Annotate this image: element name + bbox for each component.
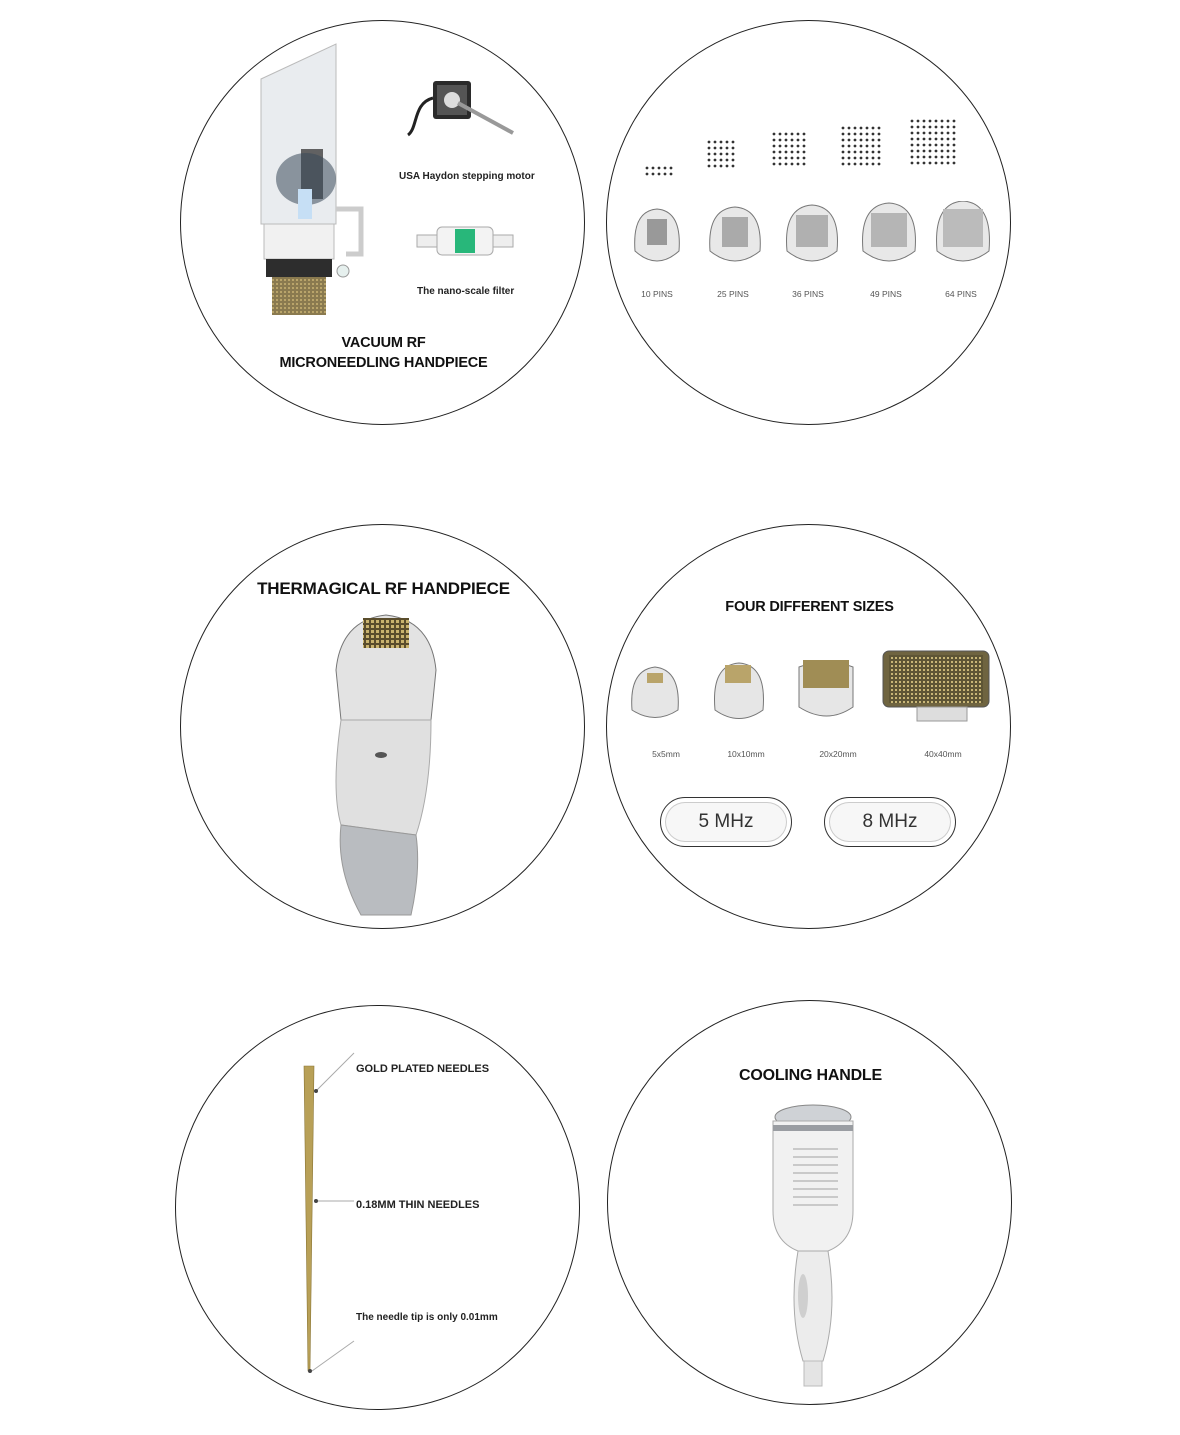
vacuum-title-line2: MICRONEEDLING HANDPIECE — [279, 355, 488, 371]
pin-dot — [878, 127, 881, 130]
pin-dot — [935, 120, 938, 123]
pin-dot — [791, 133, 794, 136]
pin-dot — [860, 151, 863, 154]
pin-dot — [866, 151, 869, 154]
pin-dot — [785, 157, 788, 160]
pin-dot — [911, 132, 914, 135]
pin-dot — [911, 138, 914, 141]
pin-dot — [842, 139, 845, 142]
pin-dot — [878, 151, 881, 154]
pin-dot — [773, 139, 776, 142]
frequency-badge-8mhz: 8 MHz — [824, 797, 956, 847]
pin-dot — [842, 133, 845, 136]
pin-dot — [785, 145, 788, 148]
pin-dot — [941, 150, 944, 153]
pin-dot — [947, 126, 950, 129]
pin-dot — [773, 133, 776, 136]
pin-dot — [929, 132, 932, 135]
pin-dot — [714, 153, 717, 156]
pin-dot — [947, 150, 950, 153]
pin-dot — [917, 150, 920, 153]
pin-dot — [923, 138, 926, 141]
pin-dot — [803, 145, 806, 148]
pin-dot — [708, 153, 711, 156]
motor-label: USA Haydon stepping motor — [399, 171, 535, 182]
pin-dot — [923, 126, 926, 129]
pin-dot — [854, 127, 857, 130]
pin-dot — [842, 151, 845, 154]
pin-dot — [866, 163, 869, 166]
pin-dot — [935, 144, 938, 147]
pin-dot — [842, 145, 845, 148]
pin-dot — [872, 145, 875, 148]
pin-dot — [773, 145, 776, 148]
pin-dot — [670, 173, 673, 176]
pin-dot — [911, 120, 914, 123]
pin-dot — [917, 138, 920, 141]
pin-dot — [872, 157, 875, 160]
thermagical-panel — [180, 524, 585, 929]
pin-dot — [797, 139, 800, 142]
pin-dot — [935, 162, 938, 165]
pin-dot — [720, 141, 723, 144]
pin-dot — [803, 157, 806, 160]
pin-dot — [791, 163, 794, 166]
pin-dot — [860, 157, 863, 160]
pin-dot — [917, 126, 920, 129]
pin-dot — [872, 163, 875, 166]
needles-panel — [175, 1005, 580, 1410]
gold-needle-illustration — [294, 1041, 364, 1381]
pin-dot — [860, 133, 863, 136]
frequency-badge-5mhz: 5 MHz — [660, 797, 792, 847]
pin-tips-illustration — [607, 201, 1011, 276]
pin-label-49: 49 PINS — [870, 289, 902, 299]
pin-dot — [791, 151, 794, 154]
pin-dot — [911, 156, 914, 159]
pin-dot — [923, 144, 926, 147]
pin-dot — [929, 126, 932, 129]
pin-dot — [935, 138, 938, 141]
pin-dot — [947, 156, 950, 159]
pin-dot — [652, 167, 655, 170]
pin-dot — [929, 156, 932, 159]
pin-dot — [779, 151, 782, 154]
pin-dot — [917, 144, 920, 147]
pin-dot — [714, 147, 717, 150]
pin-dot — [860, 127, 863, 130]
pin-dot — [953, 138, 956, 141]
pin-dot — [872, 151, 875, 154]
pin-dot — [953, 156, 956, 159]
pin-dot — [664, 167, 667, 170]
pin-dot — [860, 139, 863, 142]
pin-dot — [854, 145, 857, 148]
pin-dot — [726, 153, 729, 156]
pin-dot — [797, 133, 800, 136]
pin-dot — [935, 150, 938, 153]
pin-dot — [923, 150, 926, 153]
pin-dot — [732, 141, 735, 144]
pin-dot — [785, 163, 788, 166]
pin-dot — [720, 153, 723, 156]
pin-dot — [923, 156, 926, 159]
pin-label-10: 10 PINS — [641, 289, 673, 299]
pin-dot — [953, 144, 956, 147]
pin-dot — [773, 151, 776, 154]
pin-dot — [941, 144, 944, 147]
pin-dot — [842, 127, 845, 130]
pin-dot — [866, 133, 869, 136]
pin-dot — [797, 151, 800, 154]
pin-dot — [878, 145, 881, 148]
pin-dot — [720, 147, 723, 150]
pin-dot — [947, 144, 950, 147]
pin-dot — [872, 133, 875, 136]
pin-dot — [726, 147, 729, 150]
pin-dot — [779, 139, 782, 142]
pin-dot — [732, 153, 735, 156]
pin-dot — [773, 157, 776, 160]
pin-dot — [791, 157, 794, 160]
pin-dot-grids — [607, 116, 1011, 186]
pin-dot — [791, 145, 794, 148]
size-label-5: 5x5mm — [652, 749, 680, 759]
pin-dot — [803, 151, 806, 154]
pin-dot — [842, 157, 845, 160]
pin-dot — [860, 145, 863, 148]
pin-dot — [708, 147, 711, 150]
pin-dot — [708, 141, 711, 144]
sizes-title: FOUR DIFFERENT SIZES — [725, 599, 894, 615]
pin-dot — [917, 132, 920, 135]
pin-dot — [848, 139, 851, 142]
cooling-title: COOLING HANDLE — [739, 1067, 882, 1084]
pin-dot — [854, 151, 857, 154]
pin-dot — [848, 127, 851, 130]
pin-dot — [935, 132, 938, 135]
pin-dot — [866, 127, 869, 130]
pin-dot — [935, 126, 938, 129]
pin-dot — [670, 167, 673, 170]
stepping-motor-illustration — [403, 73, 523, 148]
pin-dot — [785, 139, 788, 142]
pin-dot — [929, 138, 932, 141]
pin-dot — [779, 133, 782, 136]
pin-label-25: 25 PINS — [717, 289, 749, 299]
pin-dot — [953, 162, 956, 165]
pin-dot — [953, 126, 956, 129]
vacuum-rf-panel — [180, 20, 585, 425]
pin-configurations-panel — [606, 20, 1011, 425]
pin-dot — [941, 162, 944, 165]
pin-dot — [929, 120, 932, 123]
pin-dot — [911, 144, 914, 147]
pin-dot — [797, 163, 800, 166]
pin-dot — [923, 120, 926, 123]
pin-dot — [732, 165, 735, 168]
pin-dot — [848, 157, 851, 160]
pin-dot — [803, 133, 806, 136]
pin-dot — [941, 132, 944, 135]
pin-dot — [726, 165, 729, 168]
filter-label: The nano-scale filter — [417, 286, 515, 297]
pin-dot — [923, 132, 926, 135]
pin-dot — [848, 151, 851, 154]
pin-label-64: 64 PINS — [945, 289, 977, 299]
pin-dot — [785, 151, 788, 154]
nano-filter-illustration — [415, 221, 515, 261]
sizes-panel — [606, 524, 1011, 929]
pin-dot — [911, 126, 914, 129]
pin-dot — [953, 132, 956, 135]
pin-dot — [947, 132, 950, 135]
pin-dot — [720, 159, 723, 162]
pin-dot — [714, 141, 717, 144]
pin-dot — [773, 163, 776, 166]
pin-dot — [941, 138, 944, 141]
cooling-panel — [607, 1000, 1012, 1405]
pin-dot — [929, 144, 932, 147]
pin-dot — [848, 133, 851, 136]
pin-dot — [941, 120, 944, 123]
pin-dot — [720, 165, 723, 168]
pin-dot — [953, 150, 956, 153]
pin-dot — [803, 139, 806, 142]
pin-dot — [726, 159, 729, 162]
pin-dot — [878, 157, 881, 160]
needle-label-thin: 0.18MM THIN NEEDLES — [356, 1199, 480, 1211]
pin-dot — [917, 162, 920, 165]
pin-dot — [785, 133, 788, 136]
pin-dot — [917, 120, 920, 123]
pin-dot — [917, 156, 920, 159]
size-tips-illustration — [607, 645, 1011, 730]
pin-dot — [911, 162, 914, 165]
pin-dot — [658, 173, 661, 176]
pin-dot — [791, 139, 794, 142]
pin-dot — [797, 157, 800, 160]
pin-dot — [854, 139, 857, 142]
pin-dot — [947, 138, 950, 141]
size-label-40: 40x40mm — [924, 749, 962, 759]
pin-dot — [947, 162, 950, 165]
vacuum-handpiece-illustration — [236, 39, 376, 319]
pin-dot — [941, 126, 944, 129]
needle-label-tip: The needle tip is only 0.01mm — [356, 1312, 498, 1323]
pin-dot — [652, 173, 655, 176]
pin-dot — [779, 157, 782, 160]
pin-dot — [866, 145, 869, 148]
pin-dot — [708, 159, 711, 162]
pin-dot — [779, 163, 782, 166]
size-label-10: 10x10mm — [727, 749, 765, 759]
pin-dot — [714, 159, 717, 162]
pin-dot — [866, 157, 869, 160]
pin-dot — [854, 133, 857, 136]
pin-dot — [779, 145, 782, 148]
needle-label-gold: GOLD PLATED NEEDLES — [356, 1063, 490, 1075]
pin-dot — [726, 141, 729, 144]
pin-dot — [947, 120, 950, 123]
pin-dot — [923, 162, 926, 165]
pin-dot — [848, 163, 851, 166]
pin-dot — [658, 167, 661, 170]
thermagical-handpiece-illustration — [321, 610, 461, 929]
pin-dot — [797, 145, 800, 148]
pin-dot — [803, 163, 806, 166]
pin-dot — [911, 150, 914, 153]
pin-dot — [935, 156, 938, 159]
pin-dot — [860, 163, 863, 166]
pin-dot — [854, 163, 857, 166]
pin-dot — [878, 133, 881, 136]
pin-dot — [708, 165, 711, 168]
pin-dot — [929, 162, 932, 165]
pin-dot — [732, 147, 735, 150]
size-label-20: 20x20mm — [819, 749, 857, 759]
pin-dot — [878, 139, 881, 142]
pin-dot — [714, 165, 717, 168]
pin-dot — [941, 156, 944, 159]
vacuum-title-line1: VACUUM RF — [341, 335, 426, 351]
pin-dot — [646, 167, 649, 170]
pin-label-36: 36 PINS — [792, 289, 824, 299]
pin-dot — [854, 157, 857, 160]
pin-dot — [872, 127, 875, 130]
pin-dot — [664, 173, 667, 176]
pin-dot — [929, 150, 932, 153]
thermagical-title: THERMAGICAL RF HANDPIECE — [257, 579, 510, 598]
pin-dot — [646, 173, 649, 176]
pin-dot — [953, 120, 956, 123]
pin-dot — [842, 163, 845, 166]
pin-dot — [848, 145, 851, 148]
cooling-handle-illustration — [758, 1101, 868, 1391]
pin-dot — [732, 159, 735, 162]
pin-dot — [878, 163, 881, 166]
pin-dot — [872, 139, 875, 142]
pin-dot — [866, 139, 869, 142]
